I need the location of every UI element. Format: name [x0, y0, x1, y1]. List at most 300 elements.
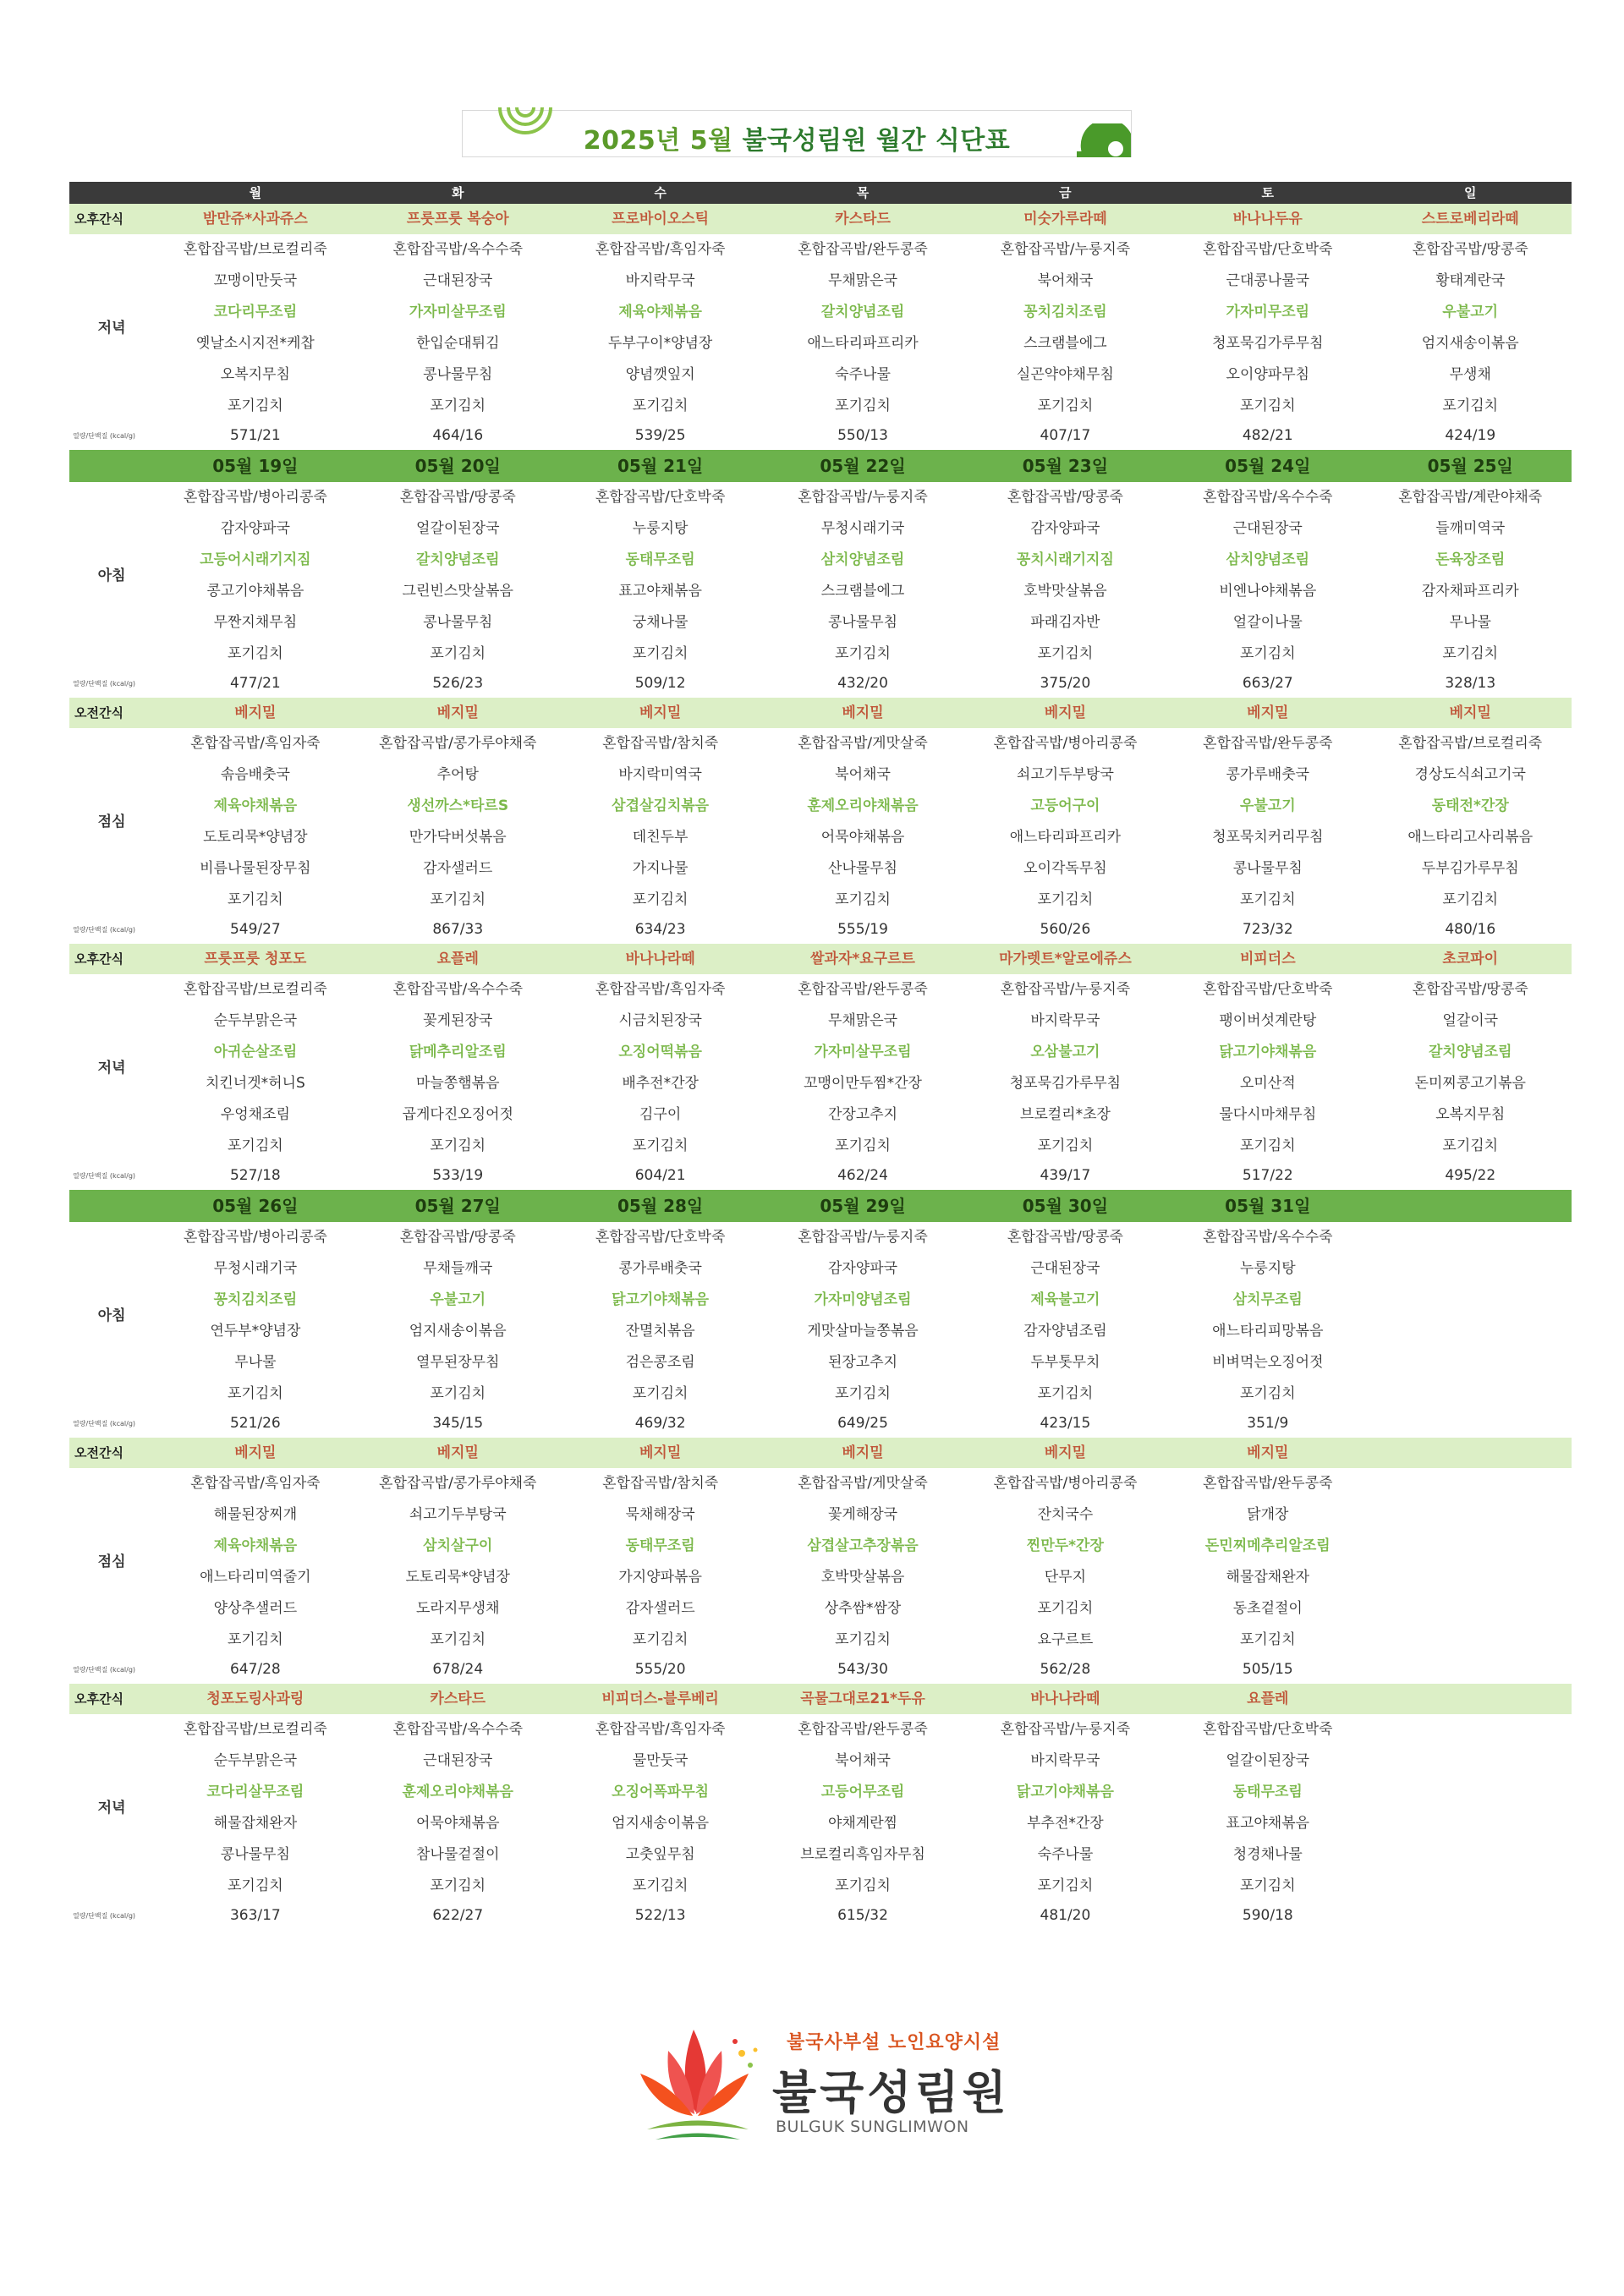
- calorie-row: [69, 1410, 1572, 1438]
- calorie-cell: 723/32: [1242, 921, 1293, 938]
- main-dish-cell: 생선까스*타르S: [407, 797, 509, 814]
- menu-item-cell: 혼합잡곡밥/단호박죽: [595, 489, 726, 506]
- snack-item: 비피더스-블루베리: [559, 1684, 761, 1714]
- menu-item-cell: 부추전*간장: [1027, 1815, 1104, 1832]
- menu-item-cell: 잔치국수: [1037, 1506, 1094, 1523]
- menu-item-cell: 혼합잡곡밥/누룽지죽: [1000, 1721, 1131, 1738]
- menu-item-cell: 무나물: [1449, 614, 1491, 631]
- snack-item: [1369, 1438, 1572, 1468]
- menu-item-cell: 무채맑은국: [827, 272, 898, 289]
- menu-item-cell: 감자양파국: [1030, 520, 1100, 537]
- title-month: 5월: [689, 126, 733, 156]
- menu-item-cell: 혼합잡곡밥/흑임자죽: [190, 1475, 321, 1492]
- main-dish-cell: 찐만두*간장: [1026, 1537, 1104, 1554]
- menu-item-cell: 바지락무국: [1030, 1012, 1100, 1029]
- snack-item: 비피더스: [1166, 944, 1369, 974]
- menu-item-cell: 포기김치: [632, 397, 689, 414]
- menu-item-cell: 마늘쫑햄볶음: [415, 1075, 500, 1092]
- menu-item-cell: 무청시래기국: [820, 520, 905, 537]
- menu-item-cell: 해물된장찌개: [213, 1506, 298, 1523]
- menu-item-cell: 비엔나야채볶음: [1219, 583, 1317, 600]
- page-title: [463, 119, 1131, 156]
- calorie-cell: 521/26: [229, 1415, 281, 1432]
- menu-item-cell: 얼갈이된장국: [415, 520, 500, 537]
- meal-item-row: [69, 638, 1572, 670]
- menu-item-cell: 포기김치: [1442, 891, 1499, 908]
- menu-item-cell: 북어채국: [1037, 272, 1094, 289]
- menu-item-cell: 포기김치: [430, 891, 486, 908]
- main-dish-cell: 닭메추리알조림: [409, 1044, 507, 1060]
- menu-item-cell: 혼합잡곡밥/단호박죽: [1203, 981, 1333, 998]
- calorie-cell: 543/30: [837, 1661, 888, 1678]
- main-dish-cell: [1369, 1777, 1572, 1808]
- menu-item-cell: 호박맛살볶음: [1023, 583, 1107, 600]
- snack-item: 베지밀: [154, 1438, 356, 1468]
- menu-item-cell: [1369, 1839, 1572, 1871]
- menu-item-cell: 혼합잡곡밥/옥수수죽: [392, 981, 523, 998]
- menu-item-cell: 혼합잡곡밥/완두콩죽: [798, 241, 928, 258]
- footer-logo: [622, 2013, 1011, 2148]
- menu-item-cell: 누룽지탕: [632, 520, 689, 537]
- menu-item-cell: 해물잡채완자: [213, 1815, 298, 1832]
- calorie-row: [69, 422, 1572, 450]
- main-dish-cell: 꽁치김치조림: [1023, 304, 1107, 321]
- menu-item-cell: 포기김치: [228, 1385, 283, 1402]
- main-dish-cell: 오징어폭파무침: [612, 1784, 710, 1800]
- calorie-label: 열량/단백질 (kcal/g): [73, 1419, 136, 1427]
- calorie-cell: 604/21: [634, 1167, 686, 1184]
- menu-item-cell: 혼합잡곡밥/완두콩죽: [1203, 1475, 1333, 1492]
- menu-item-cell: 두부톳무치: [1030, 1354, 1100, 1371]
- menu-item-cell: 포기김치: [1037, 1385, 1094, 1402]
- menu-item-cell: 시금치된장국: [618, 1012, 702, 1029]
- menu-item-cell: 감자양파국: [827, 1260, 898, 1277]
- menu-item-cell: 혼합잡곡밥/누룽지죽: [798, 1229, 928, 1246]
- meal-item-row: [69, 1808, 1572, 1839]
- calorie-row: [69, 1162, 1572, 1190]
- menu-item-cell: 애느타리파프리카: [1009, 829, 1122, 846]
- meal-label: 아침: [97, 567, 126, 584]
- calorie-row: [69, 1656, 1572, 1684]
- calorie-cell: 533/19: [432, 1167, 484, 1184]
- menu-item-cell: 쇠고기두부탕국: [409, 1506, 507, 1523]
- snack-item: 베지밀: [761, 698, 963, 728]
- menu-item-cell: 열무된장무침: [415, 1354, 500, 1371]
- calorie-cell: 555/20: [634, 1661, 686, 1678]
- date-cell: 05월 27일: [357, 1190, 559, 1222]
- menu-item-cell: 혼합잡곡밥/흑임자죽: [595, 1721, 726, 1738]
- snack-item: 베지밀: [761, 1438, 963, 1468]
- menu-item-cell: 황태계란국: [1435, 272, 1506, 289]
- menu-item-cell: 포기김치: [1239, 1631, 1296, 1648]
- menu-item-cell: 양념깻잎지: [625, 366, 695, 383]
- snack-item: 베지밀: [357, 1438, 559, 1468]
- meal-item-row: [69, 1839, 1572, 1871]
- menu-item-cell: 포기김치: [835, 397, 891, 414]
- calorie-cell: 495/22: [1445, 1167, 1496, 1184]
- menu-item-cell: 포기김치: [430, 1385, 486, 1402]
- date-cell: 05월 20일: [357, 450, 559, 482]
- calorie-row: [69, 670, 1572, 698]
- snack-row: [69, 204, 1572, 234]
- menu-item-cell: 포기김치: [835, 1877, 891, 1894]
- menu-item-cell: 요구르트: [1037, 1631, 1094, 1648]
- title-name: 불국성림원: [742, 126, 867, 156]
- main-dish-cell: 돈민찌메추리알조림: [1204, 1537, 1330, 1554]
- main-dish-cell: 돈육장조림: [1435, 551, 1506, 568]
- snack-item: 베지밀: [964, 698, 1166, 728]
- menu-item-cell: [1369, 1316, 1572, 1347]
- menu-item-cell: 오복지무침: [220, 366, 290, 383]
- weekday-label: 토: [1166, 182, 1369, 204]
- menu-item-cell: 포기김치: [632, 1137, 689, 1154]
- menu-item-cell: 무청시래기국: [213, 1260, 298, 1277]
- menu-item-cell: 잔멸치볶음: [625, 1323, 695, 1340]
- main-dish-cell: 동태무조림: [625, 1537, 695, 1554]
- date-cell: 05월 26일: [154, 1190, 356, 1222]
- main-dish-cell: 닭고기야채볶음: [1219, 1044, 1317, 1060]
- menu-item-cell: 얼갈이된장국: [1226, 1752, 1310, 1769]
- main-dish-cell: 삼겹살김치볶음: [612, 797, 710, 814]
- menu-item-cell: 혼합잡곡밥/완두콩죽: [798, 981, 928, 998]
- menu-item-cell: 혼합잡곡밥/브로컬리죽: [1398, 735, 1543, 752]
- snack-item: 베지밀: [1369, 698, 1572, 728]
- menu-table: [69, 182, 1572, 1930]
- menu-item-cell: 포기김치: [1037, 1877, 1094, 1894]
- menu-item-cell: 혼합잡곡밥/흑임자죽: [190, 735, 321, 752]
- menu-item-cell: 혼합잡곡밥/콩가루야채죽: [379, 1475, 537, 1492]
- menu-item-cell: [1369, 1808, 1572, 1839]
- menu-item-cell: [1369, 1222, 1572, 1253]
- menu-item-cell: 우엉채조림: [220, 1106, 290, 1123]
- meal-item-row: [69, 885, 1572, 916]
- calorie-cell: 526/23: [432, 675, 484, 692]
- menu-item-cell: 포기김치: [835, 1385, 891, 1402]
- meal-label: 점심: [97, 813, 126, 830]
- main-dish-cell: 삼겹살고추장볶음: [807, 1537, 919, 1554]
- meal-item-row: [69, 974, 1572, 1006]
- main-dish-cell: 닭고기야채볶음: [612, 1291, 710, 1308]
- snack-item: 바나나라떼: [559, 944, 761, 974]
- menu-item-cell: 포기김치: [1037, 397, 1094, 414]
- meal-item-row: [69, 1468, 1572, 1499]
- menu-body: [69, 204, 1572, 1930]
- menu-item-cell: 가지양파볶음: [618, 1569, 702, 1586]
- menu-item-cell: 혼합잡곡밥/게맛살죽: [798, 1475, 928, 1492]
- menu-item-cell: 숙주나물: [1037, 1846, 1094, 1863]
- meal-item-row: [69, 1006, 1572, 1037]
- menu-item-cell: 혼합잡곡밥/완두콩죽: [1203, 735, 1333, 752]
- menu-item-cell: 포기김치: [1037, 645, 1094, 662]
- main-dish-cell: 삼치살구이: [423, 1537, 493, 1554]
- main-dish-cell: 삼치양념조림: [1226, 551, 1310, 568]
- menu-item-cell: 포기김치: [835, 645, 891, 662]
- menu-item-cell: 실곤약야채무침: [1016, 366, 1114, 383]
- menu-item-cell: 스크램블에그: [820, 583, 905, 600]
- menu-item-cell: [1369, 1562, 1572, 1593]
- menu-item-cell: 북어채국: [835, 1752, 891, 1769]
- menu-item-cell: 혼합잡곡밥/병아리콩죽: [183, 1229, 327, 1246]
- calorie-cell: 527/18: [229, 1167, 281, 1184]
- menu-item-cell: 동초겉절이: [1232, 1600, 1303, 1617]
- menu-item-cell: 포기김치: [430, 645, 486, 662]
- menu-item-cell: 포기김치: [430, 1137, 486, 1154]
- menu-item-cell: [1369, 1625, 1572, 1656]
- menu-item-cell: 포기김치: [1239, 891, 1296, 908]
- calorie-cell: 345/15: [432, 1415, 484, 1432]
- main-dish-cell: 우불고기: [430, 1291, 486, 1308]
- menu-item-cell: 포기김치: [632, 891, 689, 908]
- title-year: 2025년: [583, 126, 681, 156]
- menu-item-cell: 콩가루배춧국: [618, 1260, 702, 1277]
- logo-name: 불국성림원: [772, 2066, 1010, 2119]
- menu-item-cell: 콩가루배춧국: [1226, 766, 1310, 783]
- menu-item-cell: 혼합잡곡밥/누룽지죽: [798, 489, 928, 506]
- menu-item-cell: 꼬맹이만둣국: [213, 272, 298, 289]
- menu-item-cell: 혼합잡곡밥/병아리콩죽: [183, 489, 327, 506]
- menu-item-cell: 포기김치: [1239, 645, 1296, 662]
- menu-item-cell: 포기김치: [228, 1631, 283, 1648]
- calorie-cell: 522/13: [634, 1907, 686, 1924]
- snack-item: 프로바이오스틱: [559, 204, 761, 234]
- snack-item: 베지밀: [559, 698, 761, 728]
- menu-item-cell: 돈미찌콩고기볶음: [1414, 1075, 1526, 1092]
- meal-item-row: [69, 234, 1572, 266]
- snack-item: 베지밀: [154, 698, 356, 728]
- snack-row: [69, 1438, 1572, 1468]
- menu-item-cell: 포기김치: [1442, 1137, 1499, 1154]
- menu-item-cell: 포기김치: [1442, 645, 1499, 662]
- lotus-logo-icon: [622, 2013, 770, 2148]
- snack-item: 스트로베리라떼: [1369, 204, 1572, 234]
- date-row-spacer: [69, 1190, 154, 1222]
- menu-item-cell: 애느타리미역줄기: [200, 1569, 311, 1586]
- date-cell: [1369, 1190, 1572, 1222]
- snack-item: 베지밀: [964, 1438, 1166, 1468]
- snack-item: 카스타드: [357, 1684, 559, 1714]
- meal-item-row: [69, 545, 1572, 576]
- calorie-cell: 432/20: [837, 675, 888, 692]
- menu-item-cell: 포기김치: [1037, 1600, 1094, 1617]
- menu-item-cell: 청포묵김가루무침: [1212, 335, 1324, 352]
- calorie-cell: 555/19: [837, 921, 888, 938]
- main-dish-cell: 제육야채볶음: [213, 1537, 298, 1554]
- main-dish-cell: 아귀순살조림: [213, 1044, 298, 1060]
- menu-item-cell: 포기김치: [1239, 1877, 1296, 1894]
- menu-item-cell: 혼합잡곡밥/브로컬리죽: [183, 1721, 327, 1738]
- menu-item-cell: 콩나물무침: [220, 1846, 290, 1863]
- calorie-cell: 509/12: [634, 675, 686, 692]
- menu-item-cell: 콩고기야채볶음: [206, 583, 304, 600]
- menu-item-cell: 포기김치: [1037, 1137, 1094, 1154]
- date-cell: 05월 28일: [559, 1190, 761, 1222]
- main-dish-cell: 코다리살무조림: [206, 1784, 304, 1800]
- menu-item-cell: 포기김치: [1239, 397, 1296, 414]
- calorie-cell: 867/33: [432, 921, 484, 938]
- calorie-cell: [1369, 1902, 1572, 1930]
- meal-item-row: [69, 1625, 1572, 1656]
- menu-item-cell: 간장고추지: [827, 1106, 898, 1123]
- snack-item: 초코파이: [1369, 944, 1572, 974]
- calorie-cell: 571/21: [229, 427, 281, 444]
- menu-item-cell: 근대된장국: [423, 1752, 493, 1769]
- calorie-cell: 423/15: [1040, 1415, 1091, 1432]
- calorie-cell: 375/20: [1040, 675, 1091, 692]
- snack-label: 오전간식: [69, 1438, 154, 1468]
- menu-item-cell: 두부김가루무침: [1421, 860, 1519, 877]
- menu-item-cell: 포기김치: [632, 1385, 689, 1402]
- menu-item-cell: 포기김치: [228, 397, 283, 414]
- menu-item-cell: 어묵야채볶음: [415, 1815, 500, 1832]
- calorie-cell: 481/20: [1040, 1907, 1091, 1924]
- menu-item-cell: [1369, 1468, 1572, 1499]
- menu-item-cell: [1369, 1378, 1572, 1410]
- menu-item-cell: 혼합잡곡밥/옥수수죽: [1203, 1229, 1333, 1246]
- meal-item-row: [69, 1285, 1572, 1316]
- calorie-cell: [1369, 1410, 1572, 1438]
- meal-item-row: [69, 359, 1572, 391]
- snack-item: 청포도링사과링: [154, 1684, 356, 1714]
- menu-item-cell: 바지락무국: [625, 272, 695, 289]
- menu-item-cell: 해물잡채완자: [1226, 1569, 1310, 1586]
- menu-item-cell: 혼합잡곡밥/땅콩죽: [1412, 981, 1528, 998]
- meal-item-row: [69, 1745, 1572, 1777]
- menu-item-cell: 비벼먹는오징어젓: [1212, 1354, 1324, 1371]
- menu-item-cell: 혼합잡곡밥/흑임자죽: [595, 981, 726, 998]
- menu-item-cell: 무나물: [234, 1354, 277, 1371]
- main-dish-cell: 닭고기야채볶음: [1016, 1784, 1114, 1800]
- menu-item-cell: 만가닥버섯볶음: [409, 829, 507, 846]
- meal-item-row: [69, 853, 1572, 885]
- menu-item-cell: [1369, 1253, 1572, 1285]
- menu-item-cell: 포기김치: [835, 891, 891, 908]
- main-dish-cell: 제육야채볶음: [213, 797, 298, 814]
- menu-item-cell: 애느타리고사리볶음: [1407, 829, 1533, 846]
- title-suffix: 월간 식단표: [875, 126, 1011, 156]
- meal-item-row: [69, 759, 1572, 791]
- snack-item: 베지밀: [559, 1438, 761, 1468]
- meal-label: 저녁: [97, 1059, 126, 1077]
- date-cell: 05월 24일: [1166, 450, 1369, 482]
- main-dish-cell: 가자미살무조림: [814, 1044, 912, 1060]
- meal-item-row: [69, 1714, 1572, 1745]
- menu-item-cell: 한입순대튀김: [415, 335, 500, 352]
- calorie-label: 열량/단백질 (kcal/g): [73, 1665, 136, 1674]
- menu-item-cell: 포기김치: [1239, 1137, 1296, 1154]
- main-dish-cell: 꽁치김치조림: [213, 1291, 298, 1308]
- calorie-cell: 517/22: [1242, 1167, 1293, 1184]
- menu-item-cell: [1369, 1714, 1572, 1745]
- meal-item-row: [69, 1253, 1572, 1285]
- meal-item-row: [69, 576, 1572, 607]
- menu-item-cell: 포기김치: [430, 1631, 486, 1648]
- menu-item-cell: 포기김치: [430, 397, 486, 414]
- meal-item-row: [69, 266, 1572, 297]
- menu-item-cell: 스크램블에그: [1023, 335, 1107, 352]
- menu-item-cell: 청포묵치커리무침: [1212, 829, 1324, 846]
- menu-item-cell: 포기김치: [835, 1137, 891, 1154]
- menu-item-cell: 추어탕: [436, 766, 479, 783]
- menu-item-cell: 단무지: [1044, 1569, 1087, 1586]
- snack-item: 프룻프룻 청포도: [154, 944, 356, 974]
- menu-item-cell: 닭개장: [1247, 1506, 1289, 1523]
- main-dish-cell: 제육야채볶음: [618, 304, 702, 321]
- menu-item-cell: 김구이: [639, 1106, 682, 1123]
- menu-item-cell: 혼합잡곡밥/브로컬리죽: [183, 981, 327, 998]
- meal-item-row: [69, 1037, 1572, 1068]
- weekday-label: 금: [964, 182, 1166, 204]
- menu-item-cell: 혼합잡곡밥/땅콩죽: [1412, 241, 1528, 258]
- menu-item-cell: 혼합잡곡밥/콩가루야채죽: [379, 735, 537, 752]
- calorie-cell: 539/25: [634, 427, 686, 444]
- calorie-cell: [1369, 1656, 1572, 1684]
- snack-label: 오전간식: [69, 698, 154, 728]
- menu-item-cell: 치킨너겟*허니S: [205, 1075, 305, 1092]
- main-dish-cell: [1369, 1531, 1572, 1562]
- menu-item-cell: 혼합잡곡밥/땅콩죽: [399, 489, 516, 506]
- menu-item-cell: 들깨미역국: [1435, 520, 1506, 537]
- calorie-cell: 464/16: [432, 427, 484, 444]
- calorie-row: [69, 1902, 1572, 1930]
- menu-item-cell: 애느타리파프리카: [807, 335, 919, 352]
- menu-item-cell: 순두부맑은국: [213, 1752, 298, 1769]
- menu-item-cell: 근대콩나물국: [1226, 272, 1310, 289]
- meal-item-row: [69, 297, 1572, 328]
- menu-item-cell: 두부구이*양념장: [607, 335, 713, 352]
- menu-item-cell: 데친두부: [632, 829, 689, 846]
- menu-item-cell: 솎음배춧국: [220, 766, 290, 783]
- snack-label: 오후간식: [69, 204, 154, 234]
- meal-item-row: [69, 1347, 1572, 1378]
- menu-item-cell: 혼합잡곡밥/단호박죽: [1203, 241, 1333, 258]
- meal-item-row: [69, 1222, 1572, 1253]
- menu-item-cell: 혼합잡곡밥/누룽지죽: [1000, 241, 1131, 258]
- date-cell: 05월 21일: [559, 450, 761, 482]
- menu-item-cell: 경상도식쇠고기국: [1414, 766, 1526, 783]
- snack-item: 바나나라떼: [964, 1684, 1166, 1714]
- calorie-cell: 550/13: [837, 427, 888, 444]
- date-cell: 05월 25일: [1369, 450, 1572, 482]
- main-dish-cell: 동태무조림: [1232, 1784, 1303, 1800]
- main-dish-cell: 동태전*간장: [1431, 797, 1509, 814]
- menu-item-cell: 도토리묵*양념장: [405, 1569, 510, 1586]
- menu-item-cell: 물만둣국: [632, 1752, 689, 1769]
- menu-item-cell: 혼합잡곡밥/완두콩죽: [798, 1721, 928, 1738]
- menu-item-cell: 꼬맹이만두찜*간장: [804, 1075, 922, 1092]
- weekday-header: [69, 182, 1572, 204]
- meal-item-row: [69, 728, 1572, 759]
- snack-item: 베지밀: [357, 698, 559, 728]
- meal-label: 저녁: [97, 1799, 126, 1817]
- menu-item-cell: 포기김치: [1442, 397, 1499, 414]
- menu-item-cell: 감자샐러드: [423, 860, 493, 877]
- main-dish-cell: 고등어시래기지짐: [200, 551, 311, 568]
- date-cell: 05월 19일: [154, 450, 356, 482]
- meal-item-row: [69, 791, 1572, 822]
- meal-item-row: [69, 1871, 1572, 1902]
- menu-item-cell: 꽃게해장국: [827, 1506, 898, 1523]
- menu-item-cell: 혼합잡곡밥/옥수수죽: [392, 241, 523, 258]
- calorie-label: 열량/단백질 (kcal/g): [73, 679, 136, 688]
- calorie-cell: 647/28: [229, 1661, 281, 1678]
- calorie-cell: 622/27: [432, 1907, 484, 1924]
- menu-item-cell: 쇠고기두부탕국: [1016, 766, 1114, 783]
- meal-item-row: [69, 328, 1572, 359]
- menu-item-cell: 콩나물무침: [423, 366, 493, 383]
- menu-item-cell: 브로컬리*초장: [1019, 1106, 1111, 1123]
- menu-item-cell: 청포묵김가루무침: [1009, 1075, 1122, 1092]
- main-dish-cell: 오삼불고기: [1030, 1044, 1100, 1060]
